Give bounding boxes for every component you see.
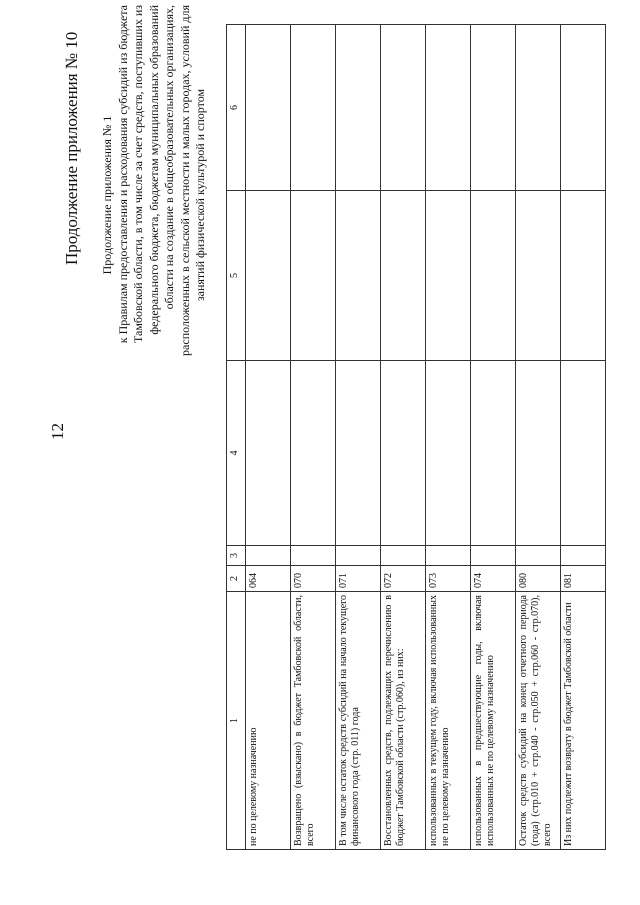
row-name: Из них подлежит возврату в бюджет Тамбовской области	[561, 592, 606, 850]
table-row	[516, 25, 561, 850]
empty-cell	[516, 546, 561, 566]
empty-cell	[246, 361, 291, 546]
empty-cell	[426, 25, 471, 191]
subheading-line: к Правилам предоставления и расходования субсидий из бюджета	[115, 5, 130, 344]
empty-cell	[336, 191, 381, 361]
column-number: 6	[227, 25, 246, 191]
row-name: Остаток средств субсидий на конец отчетного периода (года) (стр.010 + стр.040 - стр.050 + стр.060 - стр.070), всего	[516, 592, 561, 850]
page-number: 12	[48, 423, 67, 440]
empty-cell	[336, 25, 381, 191]
row-name: использованных в текущем году, включая использованных не по целевому назначению	[426, 592, 471, 850]
empty-cell	[471, 361, 516, 546]
row-code: 074	[471, 566, 516, 592]
column-number: 4	[227, 361, 246, 546]
empty-cell	[336, 546, 381, 566]
table-row	[336, 25, 381, 850]
empty-cell	[291, 191, 336, 361]
appendix-title: Продолжение приложения № 10	[62, 31, 81, 265]
empty-cell	[471, 546, 516, 566]
row-code: 081	[561, 566, 606, 592]
empty-cell	[246, 191, 291, 361]
row-name: В том числе остаток средств субсидий на начало текущего финансового года (стр. 011) года	[336, 592, 381, 850]
column-number: 5	[227, 191, 246, 361]
empty-cell	[336, 361, 381, 546]
subheading-line: Продолжение приложения № 1	[100, 115, 114, 275]
subheading-line: расположенных в сельской местности и малых городах, условий для	[177, 5, 192, 356]
empty-cell	[516, 25, 561, 191]
empty-cell	[291, 546, 336, 566]
table-row	[381, 25, 426, 850]
empty-cell	[516, 361, 561, 546]
column-number: 1	[227, 592, 246, 850]
row-code: 071	[336, 566, 381, 592]
empty-cell	[246, 25, 291, 191]
row-name: не по целевому назначению	[246, 592, 291, 850]
empty-cell	[561, 25, 606, 191]
empty-cell	[381, 191, 426, 361]
empty-cell	[246, 546, 291, 566]
empty-cell	[381, 25, 426, 191]
table-row	[561, 25, 606, 850]
row-code: 080	[516, 566, 561, 592]
subheading-line: области на создание в общеобразовательных организациях,	[162, 5, 176, 310]
column-number: 2	[227, 566, 246, 592]
empty-cell	[426, 361, 471, 546]
empty-cell	[291, 361, 336, 546]
empty-cell	[291, 25, 336, 191]
table-row	[471, 25, 516, 850]
row-code: 070	[291, 566, 336, 592]
empty-cell	[381, 361, 426, 546]
empty-cell	[561, 191, 606, 361]
empty-cell	[561, 361, 606, 546]
row-code: 073	[426, 566, 471, 592]
row-code: 072	[381, 566, 426, 592]
empty-cell	[426, 546, 471, 566]
row-name: Возвращено (взыскано) в бюджет Тамбовской области, всего	[291, 592, 336, 850]
row-name: использованных в предшествующие годы, включая использованных не по целевому назначению	[471, 592, 516, 850]
empty-cell	[426, 191, 471, 361]
empty-cell	[471, 191, 516, 361]
column-number: 3	[227, 546, 246, 566]
table-row	[426, 25, 471, 850]
row-code: 064	[246, 566, 291, 592]
table-row	[291, 25, 336, 850]
subsidy-report-table	[226, 24, 606, 850]
empty-cell	[471, 25, 516, 191]
row-name: Восстановленных средств, подлежащих перечислению в бюджет Тамбовской области (стр.060), из них:	[381, 592, 426, 850]
table-row	[246, 25, 291, 850]
empty-cell	[516, 191, 561, 361]
subheading-line: Тамбовской области, в том числе за счет средств, поступивших из	[131, 5, 145, 344]
subheading-line: федерального бюджета, бюджетам муниципальных образований	[146, 5, 161, 335]
subheading-line: занятий физической культурой и спортом	[193, 88, 207, 302]
empty-cell	[381, 546, 426, 566]
empty-cell	[561, 546, 606, 566]
appendix-subheading	[100, 5, 209, 385]
column-number-row	[227, 25, 246, 850]
